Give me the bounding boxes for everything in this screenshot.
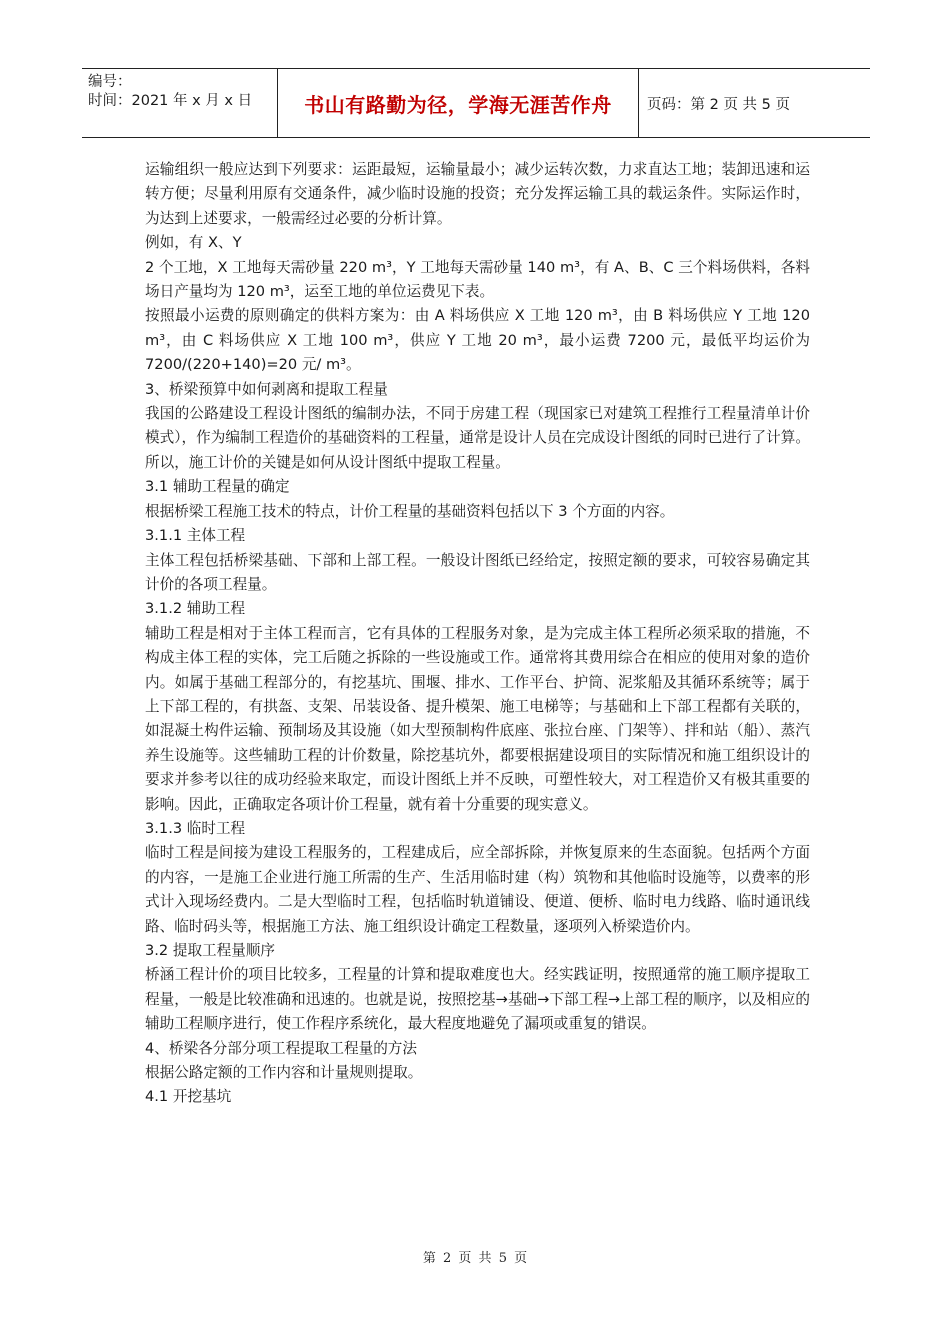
- paragraph: 根据桥梁工程施工技术的特点，计价工程量的基础资料包括以下 3 个方面的内容。: [145, 502, 675, 520]
- section-heading: 3.1.3 临时工程: [145, 819, 246, 837]
- section-heading: 3.1 辅助工程量的确定: [145, 478, 290, 496]
- page-header: [82, 68, 870, 138]
- paragraph: 我国的公路建设工程设计图纸的编制办法，不同于房建工程（现国家已对建筑工程推行工程量清单计价模式），作为编制工程造价的基础资料的工程量，通常是设计人员在完成设计图纸的同时已进行了计算。所以，施工计价的关键是如何从设计图纸中提取工程量。: [145, 405, 810, 471]
- section-heading: 3.1.2 辅助工程: [145, 600, 246, 618]
- page-footer: 第 2 页 共 5 页: [422, 1251, 528, 1266]
- paragraph: 主体工程包括桥梁基础、下部和上部工程。一般设计图纸已经给定，按照定额的要求，可较容易确定其计价的各项工程量。: [145, 551, 810, 593]
- paragraph: 桥涵工程计价的项目比较多，工程量的计算和提取难度也大。经实践证明，按照通常的施工顺序提取工程量，一般是比较准确和迅速的。也就是说，按照挖基→基础→下部工程→上部工程的顺序，以及相应的辅助工程顺序进行，使工作程序系统化，最大程度地避免了漏项或重复的错误。: [145, 966, 810, 1033]
- section-heading: 4、桥梁各分部分项工程提取工程量的方法: [145, 1039, 417, 1057]
- paragraph: 临时工程是间接为建设工程服务的，工程建成后，应全部拆除，并恢复原来的生态面貌。包括两个方面的内容，一是施工企业进行施工所需的生产、生活用临时建（构）筑物和其他临时设施等，以费率的形式计入现场经费内。二是大型临时工程，包括临时轨道铺设、便道、便桥、临时电力线路、临时通讯线路、临时码头等，根据施工方法、施工组织设计确定工程数量，逐项列入桥梁造价内。: [145, 844, 810, 935]
- section-heading: 3、桥梁预算中如何剥离和提取工程量: [145, 380, 388, 398]
- paragraph: 运输组织一般应达到下列要求：运距最短，运输量最小；减少运转次数，力求直达工地；装卸迅速和运转方便；尽量利用原有交通条件，减少临时设施的投资；充分发挥运输工具的载运条件。实际运作时，为达到上述要求，一般需经过必要的分析计算。: [145, 161, 810, 227]
- paragraph: 例如，有 X、Y: [145, 234, 242, 252]
- header-meta: [82, 69, 277, 137]
- code-label: 编号：: [88, 74, 132, 90]
- paragraph: 按照最小运费的原则确定的供料方案为：由 A 料场供应 X 工地 120 m³，由 B 料场供应 Y 工地 120 m³，由 C 料场供应 X 工地 100 m³，供应 Y 工地 20 m³，最小运费 7200 元，最低平均运价为 7200/(220+140)=20 元/ m³。: [145, 307, 810, 374]
- section-heading: 3.2 提取工程量顺序: [145, 942, 276, 959]
- header-motto: 书山有路勤为径，学海无涯苦作舟: [277, 69, 639, 137]
- section-heading: 3.1.1 主体工程: [145, 527, 246, 545]
- paragraph: 根据公路定额的工作内容和计量规则提取。: [145, 1064, 423, 1082]
- time-label: 时间：2021 年 x 月 x 日: [88, 93, 253, 109]
- paragraph: 辅助工程是相对于主体工程而言，它有具体的工程服务对象，是为完成主体工程所必须采取的措施，不构成主体工程的实体，完工后随之拆除的一些设施或工作。通常将其费用综合在相应的使用对象的造价内。如属于基础工程部分的，有挖基坑、围堰、排水、工作平台、护筒、泥浆船及其循环系统等；属于上下部工程的，有拱盔、支架、吊装设备、提升模架、施工电梯等；与基础和上下部工程都有关联的，如混凝土构件运输、预制场及其设施（如大型预制构件底座、张拉台座、门架等）、拌和站（船）、蒸汽养生设施等。这些辅助工程的计价数量，除挖基坑外，都要根据建设项目的实际情况和施工组织设计的要求并参考以往的成功经验来取定，而设计图纸上并不反映，可塑性较大，对工程造价又有极其重要的影响。因此，正确取定各项计价工程量，就有着十分重要的现实意义。: [145, 624, 810, 813]
- paragraph: 2 个工地，X 工地每天需砂量 220 m³，Y 工地每天需砂量 140 m³，有 A、B、C 三个料场供料，各料场日产量均为 120 m³，运至工地的单位运费见下表。: [145, 258, 810, 301]
- header-page-info: 页码：第 2 页 共 5 页: [647, 96, 790, 113]
- document-body: [145, 158, 810, 1110]
- section-heading: 4.1 开挖基坑: [145, 1088, 232, 1106]
